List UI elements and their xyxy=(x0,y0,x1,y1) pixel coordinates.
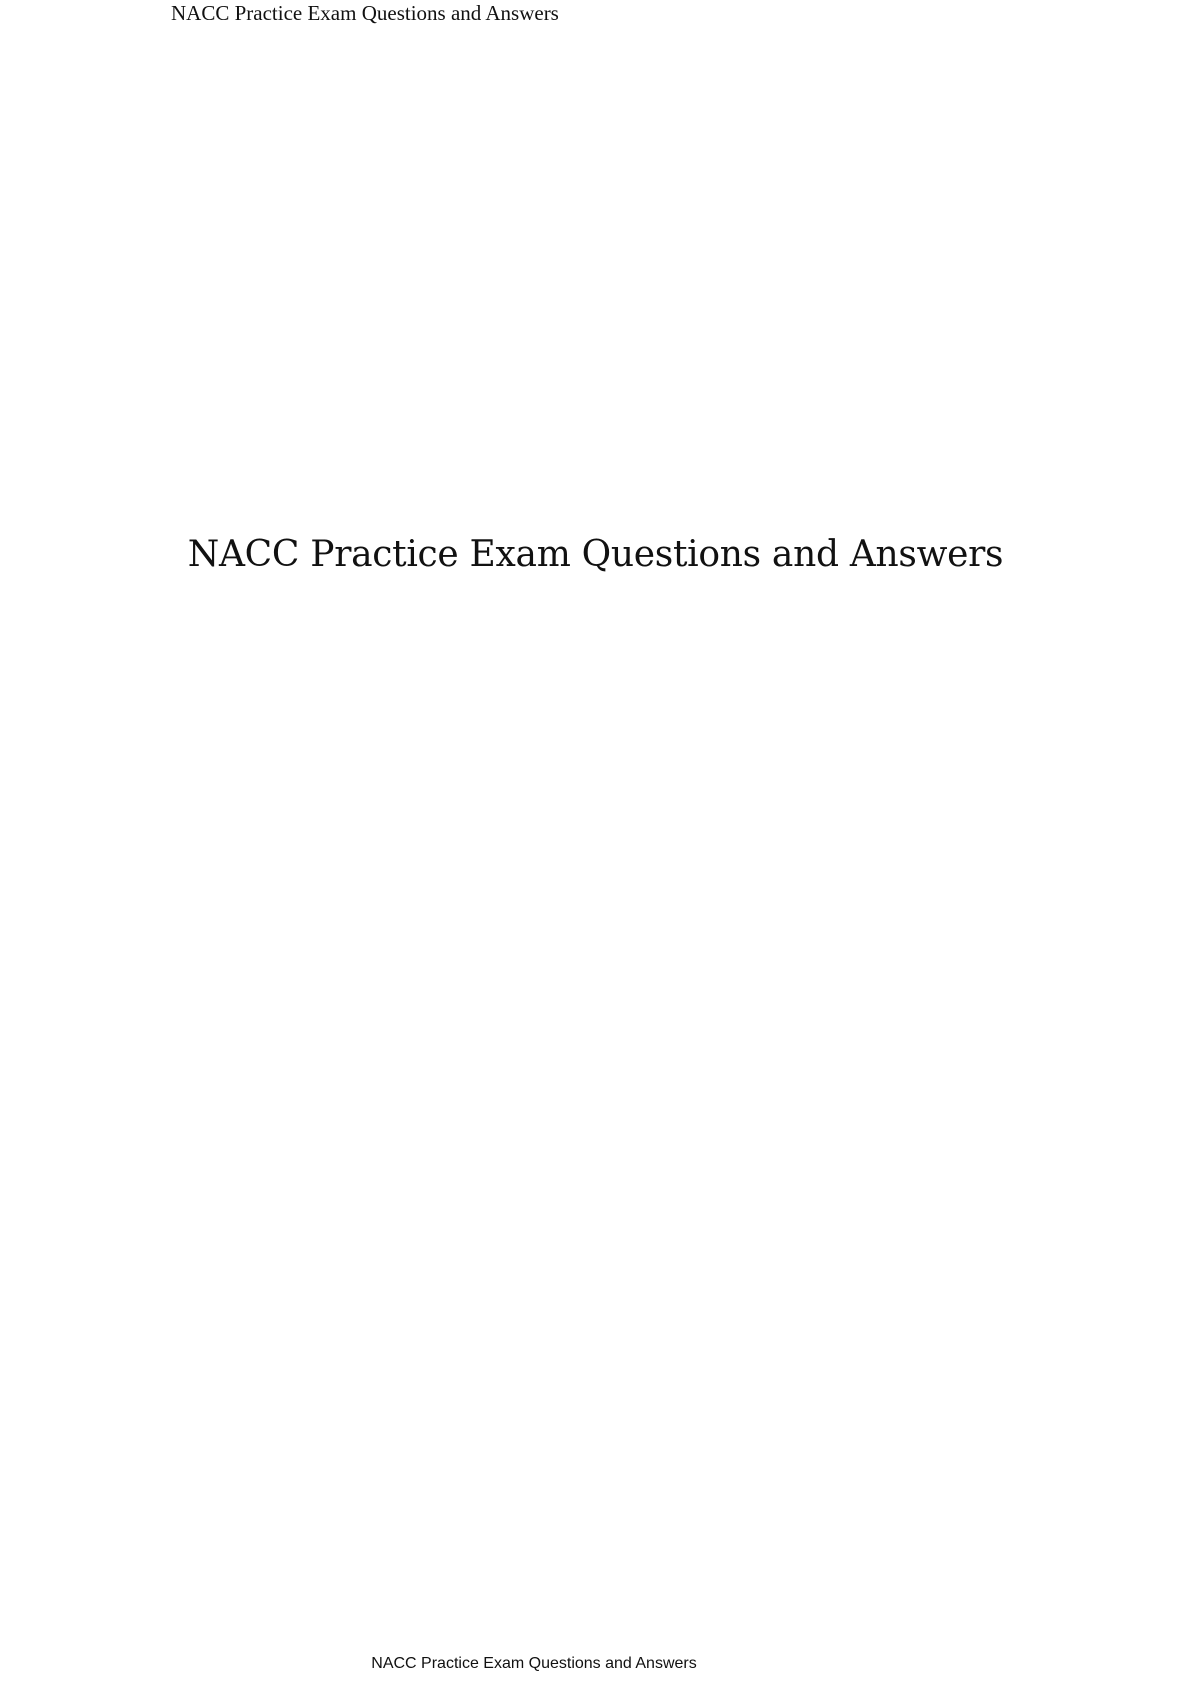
page-header: NACC Practice Exam Questions and Answers xyxy=(171,1,559,25)
document-title: NACC Practice Exam Questions and Answers xyxy=(187,534,1004,575)
page-footer: NACC Practice Exam Questions and Answers xyxy=(371,1655,697,1672)
